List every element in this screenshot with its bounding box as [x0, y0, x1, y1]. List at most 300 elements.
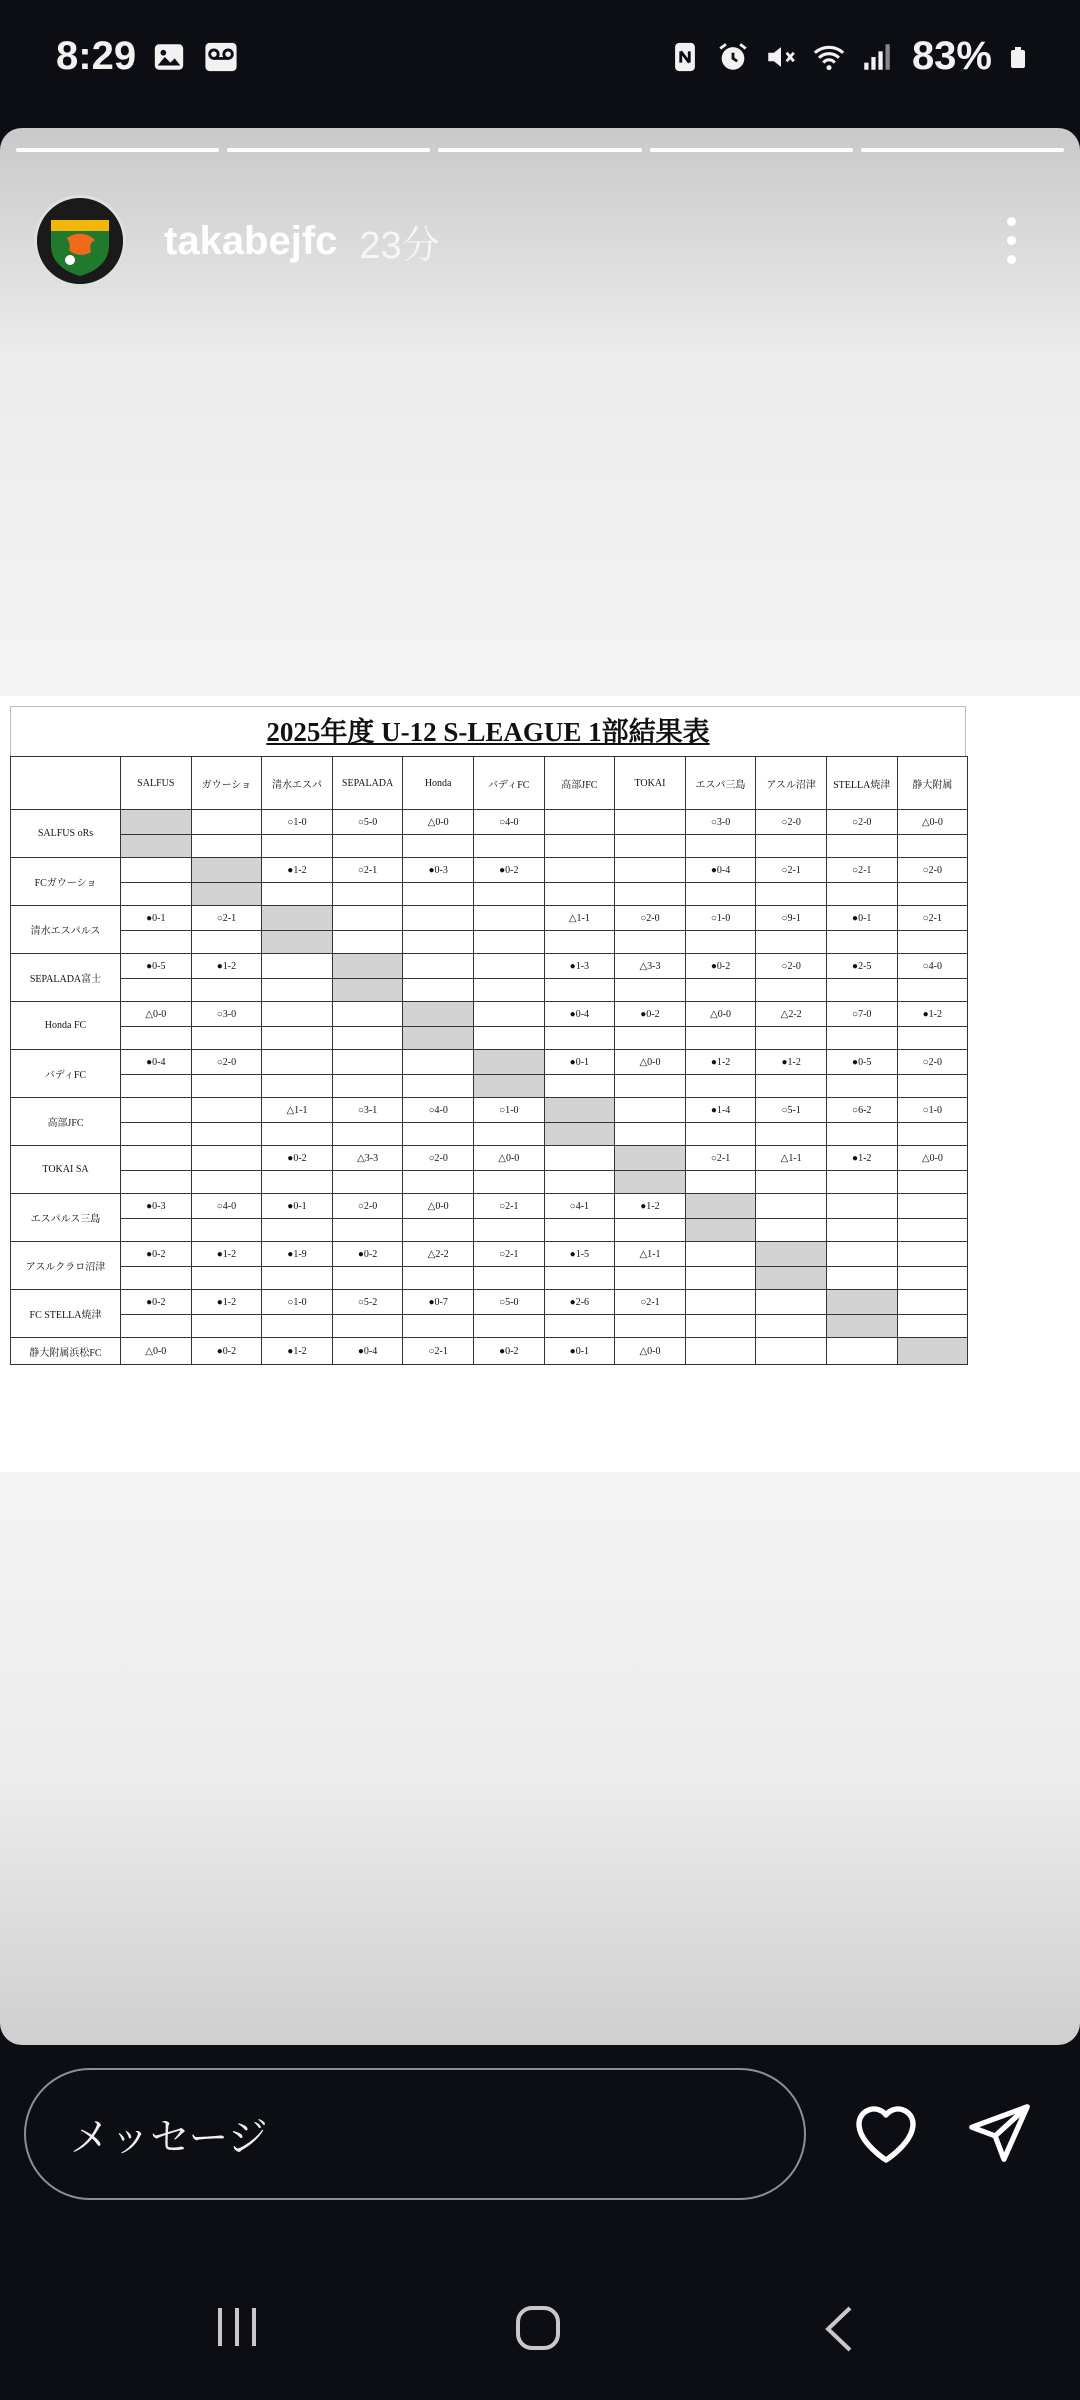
team-name: アスルクラロ沼津 — [11, 1242, 121, 1290]
result-cell: ○2-0 — [332, 1194, 403, 1219]
result-cell-blank — [826, 835, 897, 858]
result-cell: ○1-0 — [897, 1098, 968, 1123]
result-cell-blank — [262, 979, 333, 1002]
result-cell: ●0-1 — [826, 906, 897, 931]
table-row-spacer — [11, 1123, 968, 1146]
column-header: SEPALADA — [332, 757, 403, 810]
story-username[interactable]: takabejfc — [164, 218, 338, 263]
back-icon[interactable] — [820, 2304, 856, 2354]
result-cell-blank — [544, 931, 615, 954]
result-cell-blank — [332, 1123, 403, 1146]
result-cell-blank — [756, 883, 827, 906]
table-row — [11, 1338, 968, 1365]
result-cell: △0-0 — [897, 810, 968, 835]
result-cell — [897, 1290, 968, 1315]
result-cell — [473, 1050, 544, 1075]
result-cell-blank — [544, 1075, 615, 1098]
column-header: 高部JFC — [544, 757, 615, 810]
result-cell-blank — [191, 979, 262, 1002]
result-cell-blank — [262, 1171, 333, 1194]
story-header — [34, 176, 1046, 306]
result-cell: ●1-2 — [262, 858, 333, 883]
column-header: TOKAI — [615, 757, 686, 810]
result-cell: △0-0 — [615, 1338, 686, 1365]
result-cell: △0-0 — [685, 1002, 756, 1027]
result-cell-blank — [332, 835, 403, 858]
result-cell-blank — [403, 1315, 474, 1338]
result-cell: ○5-0 — [473, 1290, 544, 1315]
result-cell-blank — [403, 979, 474, 1002]
result-cell: ○2-1 — [685, 1146, 756, 1171]
result-cell: ●1-2 — [191, 1290, 262, 1315]
result-cell — [262, 906, 333, 931]
table-row-spacer — [11, 883, 968, 906]
result-cell: ○5-2 — [332, 1290, 403, 1315]
result-cell: ○7-0 — [826, 1002, 897, 1027]
column-header: 静大附属 — [897, 757, 968, 810]
result-cell: ●0-2 — [262, 1146, 333, 1171]
result-cell-blank — [897, 1315, 968, 1338]
result-cell-blank — [544, 1171, 615, 1194]
result-cell-blank — [191, 1027, 262, 1050]
result-cell: ●0-4 — [544, 1002, 615, 1027]
alarm-icon — [716, 40, 750, 74]
result-cell-blank — [897, 1123, 968, 1146]
avatar[interactable] — [34, 195, 126, 287]
nfc-icon — [668, 40, 702, 74]
result-cell-blank — [191, 1123, 262, 1146]
progress-segment — [227, 148, 430, 152]
result-cell-blank — [332, 1219, 403, 1242]
result-cell: ○4-1 — [544, 1194, 615, 1219]
result-cell-blank — [756, 1027, 827, 1050]
result-cell: ●0-4 — [121, 1050, 192, 1075]
result-cell-blank — [121, 979, 192, 1002]
result-cell: ○2-0 — [403, 1146, 474, 1171]
column-header: バディFC — [473, 757, 544, 810]
progress-segment — [650, 148, 853, 152]
result-cell-blank — [685, 883, 756, 906]
result-cell: ●2-6 — [544, 1290, 615, 1315]
result-cell-blank — [615, 1171, 686, 1194]
result-cell: ●0-1 — [544, 1338, 615, 1365]
table-row-spacer — [11, 931, 968, 954]
result-cell-blank — [826, 931, 897, 954]
result-cell: ○5-1 — [756, 1098, 827, 1123]
result-cell — [897, 1194, 968, 1219]
result-cell — [191, 1098, 262, 1123]
result-cell — [332, 1002, 403, 1027]
result-cell-blank — [685, 1171, 756, 1194]
result-cell-blank — [191, 1171, 262, 1194]
result-cell: ○2-1 — [897, 906, 968, 931]
result-cell-blank — [403, 1123, 474, 1146]
battery-percent: 83% — [911, 34, 992, 78]
result-cell-blank — [262, 1027, 333, 1050]
result-cell-blank — [685, 1123, 756, 1146]
result-cell: ○3-1 — [332, 1098, 403, 1123]
result-cell: ●1-2 — [615, 1194, 686, 1219]
result-cell-blank — [897, 979, 968, 1002]
result-cell: ○2-0 — [897, 858, 968, 883]
result-cell: ●0-4 — [332, 1338, 403, 1365]
result-cell-blank — [473, 835, 544, 858]
result-cell: ●1-4 — [685, 1098, 756, 1123]
result-cell-blank — [121, 1123, 192, 1146]
result-cell: ●0-5 — [121, 954, 192, 979]
result-cell — [897, 1338, 968, 1365]
team-name: FC STELLA焼津 — [11, 1290, 121, 1338]
wifi-icon — [812, 40, 846, 74]
result-cell — [826, 1194, 897, 1219]
result-cell-blank — [473, 1171, 544, 1194]
result-cell-blank — [544, 1315, 615, 1338]
story-viewer[interactable] — [0, 128, 1080, 2045]
table-row-spacer — [11, 835, 968, 858]
gallery-icon — [152, 40, 186, 74]
result-cell-blank — [826, 1123, 897, 1146]
club-crest-icon — [37, 198, 123, 284]
column-header: ガウーショ — [191, 757, 262, 810]
table-row-spacer — [11, 1219, 968, 1242]
result-cell-blank — [544, 883, 615, 906]
result-cell: △1-1 — [756, 1146, 827, 1171]
result-cell-blank — [756, 1075, 827, 1098]
column-header: エスパ三島 — [685, 757, 756, 810]
result-cell-blank — [826, 1075, 897, 1098]
result-cell — [262, 1002, 333, 1027]
result-cell-blank — [403, 1219, 474, 1242]
result-cell — [756, 1290, 827, 1315]
result-cell-blank — [191, 1075, 262, 1098]
result-cell: ○2-1 — [403, 1338, 474, 1365]
result-cell-blank — [191, 1267, 262, 1290]
result-cell-blank — [756, 1315, 827, 1338]
result-cell — [826, 1338, 897, 1365]
result-cell: ○2-1 — [615, 1290, 686, 1315]
result-cell-blank — [403, 931, 474, 954]
result-cell: △0-0 — [403, 810, 474, 835]
result-cell: ●1-2 — [685, 1050, 756, 1075]
table-row-spacer — [11, 1171, 968, 1194]
result-cell: ●1-2 — [897, 1002, 968, 1027]
result-cell-blank — [897, 1075, 968, 1098]
result-cell — [473, 954, 544, 979]
result-cell: △0-0 — [121, 1338, 192, 1365]
result-cell-blank — [897, 883, 968, 906]
result-cell-blank — [615, 1075, 686, 1098]
result-cell-blank — [473, 979, 544, 1002]
table-row — [11, 1050, 968, 1075]
team-name: TOKAI SA — [11, 1146, 121, 1194]
result-cell: ●1-2 — [826, 1146, 897, 1171]
result-cell — [262, 954, 333, 979]
status-bar — [0, 0, 1080, 120]
result-cell: ●0-2 — [615, 1002, 686, 1027]
result-cell — [685, 1194, 756, 1219]
voicemail-icon — [204, 40, 238, 74]
result-cell-blank — [685, 1315, 756, 1338]
table-row-spacer — [11, 1027, 968, 1050]
result-cell — [615, 858, 686, 883]
story-progress — [16, 148, 1064, 152]
result-cell-blank — [756, 979, 827, 1002]
corner-cell — [11, 757, 121, 810]
signal-icon — [860, 40, 894, 74]
battery-icon — [1006, 40, 1030, 74]
team-name: FCガウーショ — [11, 858, 121, 906]
send-icon[interactable] — [966, 2098, 1036, 2168]
table-row-spacer — [11, 1267, 968, 1290]
result-cell: ○2-1 — [332, 858, 403, 883]
result-cell-blank — [544, 1123, 615, 1146]
result-cell-blank — [262, 1315, 333, 1338]
result-cell — [544, 1146, 615, 1171]
result-cell: ○2-1 — [473, 1242, 544, 1267]
result-cell: △0-0 — [121, 1002, 192, 1027]
result-cell: △0-0 — [473, 1146, 544, 1171]
result-cell-blank — [473, 1219, 544, 1242]
system-nav-bar — [0, 2290, 1080, 2370]
result-cell-blank — [262, 931, 333, 954]
result-cell — [544, 810, 615, 835]
result-cell: ○2-0 — [756, 954, 827, 979]
result-cell: ○4-0 — [473, 810, 544, 835]
result-cell — [403, 1002, 474, 1027]
result-cell: ●0-5 — [826, 1050, 897, 1075]
column-header: STELLA焼津 — [826, 757, 897, 810]
results-image — [0, 696, 1080, 1472]
table-row — [11, 1098, 968, 1123]
result-cell: ●0-2 — [191, 1338, 262, 1365]
result-cell: ○5-0 — [332, 810, 403, 835]
table-row-spacer — [11, 1315, 968, 1338]
result-cell: ○2-1 — [191, 906, 262, 931]
result-cell: ○6-2 — [826, 1098, 897, 1123]
result-cell: △0-0 — [897, 1146, 968, 1171]
result-cell-blank — [544, 979, 615, 1002]
story-time: 23分 — [359, 224, 440, 267]
result-cell: ○2-0 — [615, 906, 686, 931]
result-cell — [191, 810, 262, 835]
result-cell: △2-2 — [403, 1242, 474, 1267]
result-cell-blank — [826, 1315, 897, 1338]
team-name: 静大附属浜松FC — [11, 1338, 121, 1365]
status-time: 8:29 — [56, 34, 137, 78]
result-cell-blank — [756, 1171, 827, 1194]
table-row — [11, 1146, 968, 1171]
result-cell: ○2-1 — [473, 1194, 544, 1219]
result-cell-blank — [191, 835, 262, 858]
result-cell-blank — [897, 835, 968, 858]
result-cell: △3-3 — [615, 954, 686, 979]
result-cell-blank — [332, 883, 403, 906]
result-cell — [473, 1002, 544, 1027]
result-cell: ●0-2 — [121, 1290, 192, 1315]
result-cell-blank — [332, 1267, 403, 1290]
more-options-icon[interactable] — [996, 200, 1026, 280]
result-cell — [544, 1098, 615, 1123]
result-cell: ○1-0 — [262, 810, 333, 835]
result-cell — [403, 906, 474, 931]
result-cell-blank — [403, 1267, 474, 1290]
table-row-spacer — [11, 979, 968, 1002]
result-cell: ●1-2 — [191, 1242, 262, 1267]
result-cell-blank — [685, 979, 756, 1002]
result-cell: ○4-0 — [403, 1098, 474, 1123]
result-cell: ●1-5 — [544, 1242, 615, 1267]
result-cell — [756, 1338, 827, 1365]
result-cell: ○4-0 — [897, 954, 968, 979]
result-cell-blank — [544, 1219, 615, 1242]
result-cell-blank — [332, 979, 403, 1002]
result-cell-blank — [473, 1027, 544, 1050]
result-cell: ●0-2 — [332, 1242, 403, 1267]
result-cell-blank — [756, 1123, 827, 1146]
progress-segment — [861, 148, 1064, 152]
progress-segment — [438, 148, 641, 152]
result-cell: ●0-3 — [121, 1194, 192, 1219]
home-icon[interactable] — [514, 2304, 562, 2352]
table-row — [11, 858, 968, 883]
result-cell-blank — [121, 1075, 192, 1098]
result-cell-blank — [756, 1267, 827, 1290]
table-row — [11, 1290, 968, 1315]
result-cell-blank — [191, 1315, 262, 1338]
result-cell-blank — [756, 931, 827, 954]
team-name: 高部JFC — [11, 1098, 121, 1146]
result-cell-blank — [685, 1027, 756, 1050]
result-cell-blank — [897, 1027, 968, 1050]
result-cell-blank — [756, 1219, 827, 1242]
result-cell-blank — [826, 1171, 897, 1194]
result-cell: ●0-1 — [544, 1050, 615, 1075]
result-cell-blank — [191, 1219, 262, 1242]
result-cell-blank — [262, 1219, 333, 1242]
result-cell-blank — [473, 1123, 544, 1146]
message-input[interactable]: メッセージ — [24, 2068, 806, 2200]
result-cell: ●0-4 — [685, 858, 756, 883]
result-cell-blank — [403, 835, 474, 858]
result-cell-blank — [544, 835, 615, 858]
result-cell: ●1-9 — [262, 1242, 333, 1267]
table-row — [11, 954, 968, 979]
result-cell: ●2-5 — [826, 954, 897, 979]
table-row — [11, 810, 968, 835]
result-cell — [826, 1242, 897, 1267]
result-cell: ●0-1 — [121, 906, 192, 931]
result-cell-blank — [332, 1315, 403, 1338]
table-row-spacer — [11, 1075, 968, 1098]
result-cell — [332, 954, 403, 979]
result-cell-blank — [121, 835, 192, 858]
result-cell: ●0-7 — [403, 1290, 474, 1315]
table-row — [11, 1242, 968, 1267]
result-cell — [897, 1242, 968, 1267]
result-cell-blank — [191, 883, 262, 906]
recents-icon[interactable] — [214, 2306, 260, 2348]
result-cell: ○3-0 — [191, 1002, 262, 1027]
result-cell-blank — [615, 979, 686, 1002]
result-cell: ○2-0 — [897, 1050, 968, 1075]
team-name: Honda FC — [11, 1002, 121, 1050]
result-cell — [121, 1098, 192, 1123]
result-cell-blank — [615, 1315, 686, 1338]
result-cell-blank — [121, 1219, 192, 1242]
result-cell-blank — [262, 1267, 333, 1290]
table-header-row — [11, 757, 968, 810]
result-cell — [191, 858, 262, 883]
heart-icon[interactable] — [850, 2100, 922, 2166]
column-header: アスル沼津 — [756, 757, 827, 810]
result-cell-blank — [826, 1219, 897, 1242]
result-cell-blank — [615, 931, 686, 954]
team-name: バディFC — [11, 1050, 121, 1098]
result-cell-blank — [262, 1075, 333, 1098]
result-cell: ●1-3 — [544, 954, 615, 979]
table-row — [11, 1002, 968, 1027]
result-cell: ○1-0 — [685, 906, 756, 931]
result-cell — [826, 1290, 897, 1315]
result-cell-blank — [332, 1027, 403, 1050]
mute-icon — [764, 40, 798, 74]
result-cell-blank — [685, 931, 756, 954]
result-cell-blank — [615, 1027, 686, 1050]
result-cell: ●1-2 — [262, 1338, 333, 1365]
result-cell-blank — [685, 1075, 756, 1098]
result-cell-blank — [121, 1267, 192, 1290]
result-cell — [121, 810, 192, 835]
progress-segment — [16, 148, 219, 152]
result-cell — [191, 1146, 262, 1171]
result-cell — [403, 954, 474, 979]
table-row — [11, 1194, 968, 1219]
result-cell-blank — [191, 931, 262, 954]
results-title: 2025年度 U-12 S-LEAGUE 1部結果表 — [10, 706, 966, 756]
result-cell-blank — [897, 931, 968, 954]
result-cell-blank — [826, 1027, 897, 1050]
team-name: エスパルス三島 — [11, 1194, 121, 1242]
result-cell-blank — [685, 835, 756, 858]
results-table — [10, 756, 968, 1365]
result-cell: ●0-1 — [262, 1194, 333, 1219]
result-cell-blank — [544, 1027, 615, 1050]
result-cell-blank — [403, 1075, 474, 1098]
result-cell: △2-2 — [756, 1002, 827, 1027]
result-cell-blank — [473, 1267, 544, 1290]
result-cell — [615, 1146, 686, 1171]
result-cell — [756, 1242, 827, 1267]
result-cell-blank — [826, 1267, 897, 1290]
result-cell: △3-3 — [332, 1146, 403, 1171]
result-cell-blank — [473, 883, 544, 906]
result-cell — [685, 1290, 756, 1315]
result-cell-blank — [544, 1267, 615, 1290]
result-cell-blank — [756, 835, 827, 858]
result-cell-blank — [897, 1219, 968, 1242]
result-cell-blank — [897, 1171, 968, 1194]
result-cell-blank — [615, 883, 686, 906]
result-cell-blank — [615, 1123, 686, 1146]
result-cell-blank — [473, 1075, 544, 1098]
team-name: SALFUS oRs — [11, 810, 121, 858]
result-cell: ○2-0 — [191, 1050, 262, 1075]
result-cell — [121, 1146, 192, 1171]
result-cell-blank — [262, 1123, 333, 1146]
result-cell-blank — [615, 835, 686, 858]
result-cell: △0-0 — [615, 1050, 686, 1075]
result-cell — [544, 858, 615, 883]
